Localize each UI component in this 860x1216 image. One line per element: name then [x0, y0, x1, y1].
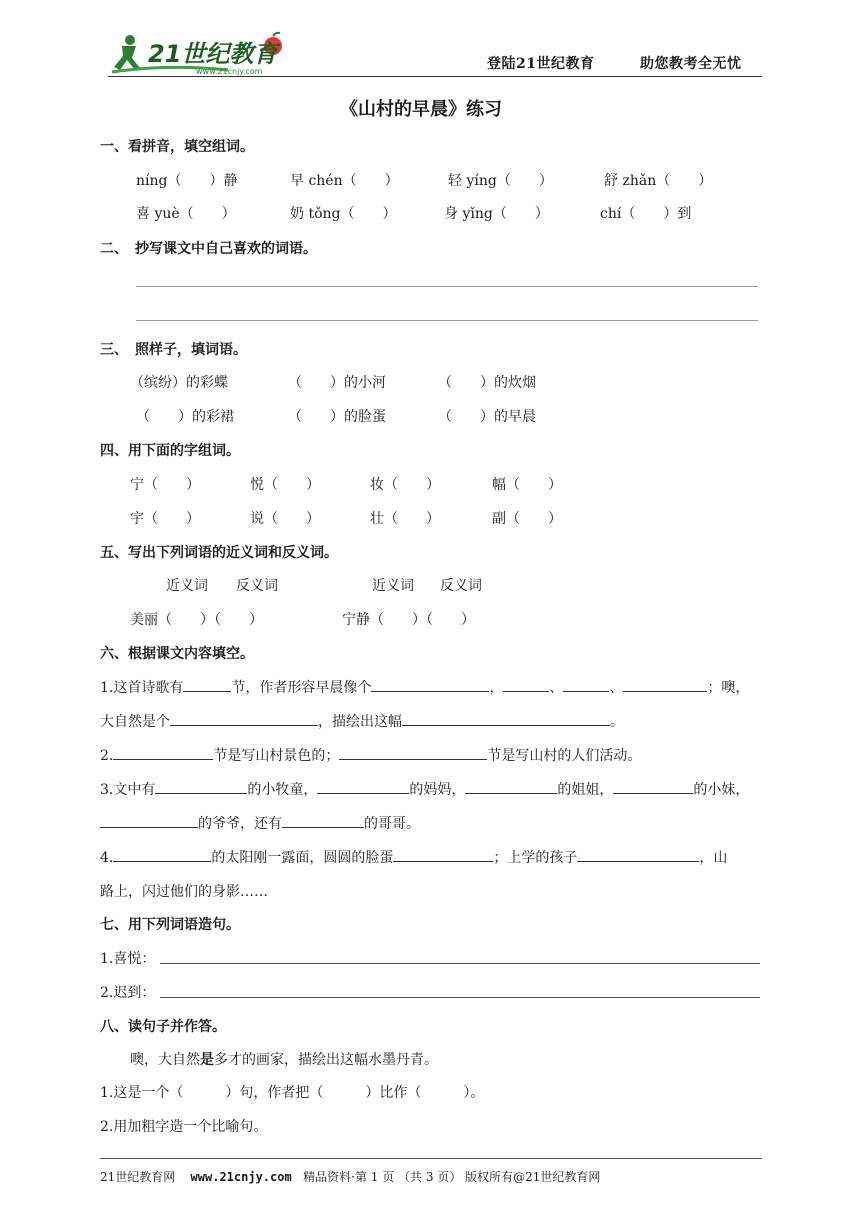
- logo-text: 21世纪教育: [148, 40, 278, 68]
- page-title: 《山村的早晨》练习: [340, 99, 502, 120]
- section-2-heading: 二、 抄写课文中自己喜欢的词语。: [100, 241, 317, 257]
- section-7-heading: 七、用下列词语造句。: [100, 917, 240, 933]
- s4-item: 副（ ）: [492, 511, 562, 527]
- footer-site: 21世纪教育网: [100, 1170, 176, 1184]
- s6-q2: 2. 节是写山村景色的； 节是写山村的人们活动。: [100, 745, 641, 765]
- s1-item: 早 chén（ ）: [290, 173, 399, 189]
- s5-word: 美丽（ ）（ ）: [130, 612, 263, 628]
- s7-q1-label: 1.喜悦：: [100, 951, 156, 967]
- s1-item: 喜 yuè（ ）: [136, 206, 236, 222]
- s3-item: （ ）的早晨: [438, 409, 536, 425]
- answer-line: [136, 286, 758, 287]
- s1-item: 奶 tǒng（ ）: [290, 206, 397, 222]
- s6-q4-line1: 4. 的太阳刚一露面，圆圆的脸蛋 ；上学的孩子 ，山: [100, 847, 727, 867]
- s1-item: 身 yǐng（ ）: [444, 206, 549, 222]
- answer-line: [136, 320, 758, 321]
- s4-item: 说（ ）: [250, 511, 320, 527]
- col-synonym-label: 近义词: [372, 578, 414, 594]
- s4-item: 壮（ ）: [370, 511, 440, 527]
- section-5-heading: 五、写出下列词语的近义词和反义词。: [100, 545, 338, 561]
- s8-q2: 2.用加粗字造一个比喻句。: [100, 1119, 268, 1135]
- section-8-heading: 八、读句子并作答。: [100, 1019, 226, 1035]
- s4-item: 悦（ ）: [250, 477, 320, 493]
- s8-q1: 1.这是一个（ ）句，作者把（ ）比作（ ）。: [100, 1085, 485, 1101]
- s4-item: 宁（ ）: [130, 477, 200, 493]
- site-logo: [108, 30, 288, 76]
- s5-word: 宁静（ ）（ ）: [342, 612, 475, 628]
- header-divider: [108, 76, 762, 77]
- s1-item: 轻 yíng（ ）: [448, 173, 553, 189]
- section-6-heading: 六、根据课文内容填空。: [100, 646, 254, 662]
- logo-url: www.21cnjy.com: [196, 67, 263, 76]
- footer-url[interactable]: www.21cnjy.com: [190, 1170, 292, 1184]
- s3-item: （ ）的炊烟: [438, 375, 536, 391]
- s1-item: níng（ ）静: [136, 173, 238, 189]
- s7-q2-label: 2.迟到：: [100, 985, 156, 1001]
- s3-item: （缤纷）的彩蝶: [130, 375, 228, 391]
- s6-q3-line1: 3.文中有 的小牧童， 的妈妈， 的姐姐， 的小妹，: [100, 779, 749, 799]
- footer: [100, 1168, 600, 1185]
- bold-word: 是: [200, 1052, 214, 1068]
- s8-sentence: 噢，大自然是多才的画家，描绘出这幅水墨丹青。: [130, 1052, 438, 1068]
- s3-item: （ ）的彩裙: [136, 409, 234, 425]
- section-4-heading: 四、用下面的字组词。: [100, 443, 240, 459]
- col-synonym-label: 近义词: [166, 578, 208, 594]
- answer-line: [160, 963, 760, 964]
- s4-item: 幅（ ）: [492, 477, 562, 493]
- s6-q3-line2: 的爷爷，还有 的哥哥。: [100, 813, 420, 833]
- s1-item: chí（ ）到: [600, 206, 692, 222]
- s3-item: （ ）的小河: [288, 375, 386, 391]
- s1-item: 舒 zhǎn（ ）: [604, 173, 713, 189]
- section-1-heading: 一、看拼音，填空组词。: [100, 139, 254, 155]
- s6-q4-line2: 路上，闪过他们的身影……: [100, 884, 268, 900]
- s3-item: （ ）的脸蛋: [288, 409, 386, 425]
- running-figure-icon: [114, 35, 140, 70]
- s6-q1-line1: 1.这首诗歌有 节，作者形容早晨像个 ， 、 、 ；噢，: [100, 677, 749, 697]
- s4-item: 宇（ ）: [130, 511, 200, 527]
- footer-divider: [100, 1158, 762, 1159]
- section-3-heading: 三、 照样子，填词语。: [100, 342, 247, 358]
- col-antonym-label: 反义词: [236, 578, 278, 594]
- header-tagline-right: 助您教考全无忧: [640, 56, 742, 72]
- s6-q1-line2: 大自然是个 ，描绘出这幅 。: [100, 711, 624, 731]
- col-antonym-label: 反义词: [440, 578, 482, 594]
- footer-info: 精品资料·第 1 页 （共 3 页） 版权所有@21世纪教育网: [303, 1170, 601, 1184]
- answer-line: [160, 997, 760, 998]
- s4-item: 妆（ ）: [370, 477, 440, 493]
- header-tagline-left: 登陆21世纪教育: [487, 56, 595, 72]
